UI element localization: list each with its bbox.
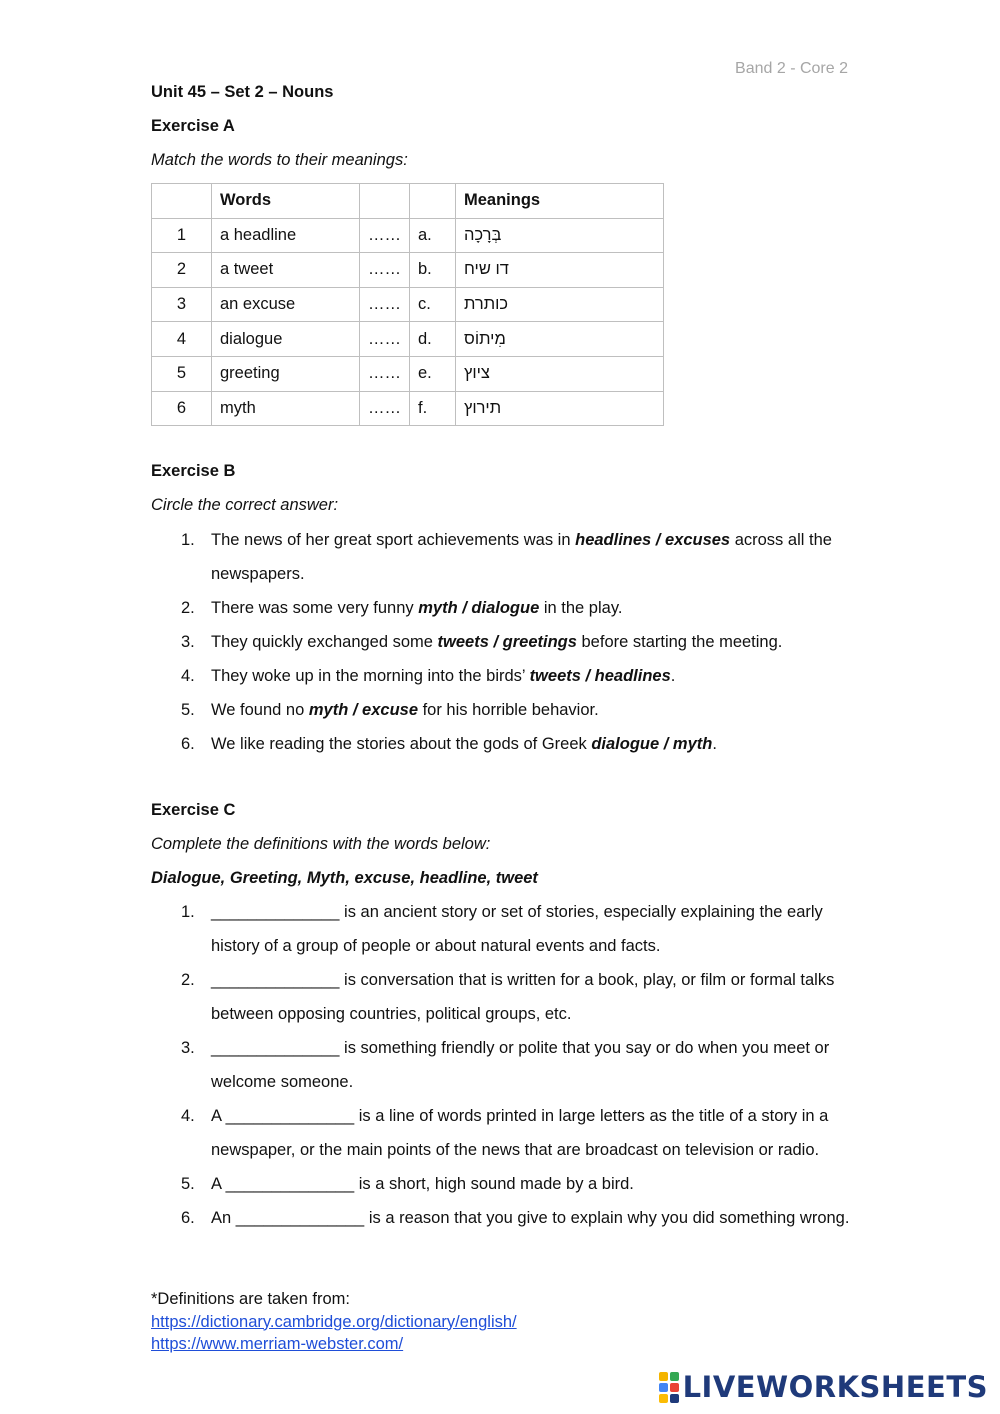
header-note: Band 2 - Core 2: [735, 60, 848, 77]
row-number: 3: [152, 287, 212, 322]
sentence-text: The news of her great sport achievements was in: [211, 531, 576, 549]
logo-blocks-icon: [659, 1372, 679, 1403]
exercise-c-list: [181, 895, 861, 1235]
item-number: 4.: [181, 667, 195, 685]
list-item: [181, 1099, 861, 1167]
cambridge-link[interactable]: https://dictionary.cambridge.org/dictionary/english/: [151, 1312, 517, 1331]
page-title: Unit 45 – Set 2 – Nouns: [151, 83, 334, 101]
table-row: [152, 356, 664, 391]
answer-blank[interactable]: ……: [360, 322, 410, 357]
definition-text[interactable]: ______________ is an ancient story or set of stories, especially explaining the early history of a group of people or about natural events and facts.: [211, 903, 823, 955]
answer-choice[interactable]: myth / dialogue: [418, 599, 540, 617]
sentence-text: before starting the meeting.: [576, 633, 783, 651]
list-item: [181, 727, 861, 761]
answer-choice[interactable]: tweets / greetings: [437, 633, 577, 651]
meaning-letter: a.: [410, 218, 456, 253]
words-header: Words: [212, 184, 360, 219]
definition-text[interactable]: An ______________ is a reason that you give to explain why you did something wrong.: [211, 1209, 850, 1227]
meaning-cell: כותרת: [464, 295, 509, 314]
list-item: [181, 625, 861, 659]
row-number: 4: [152, 322, 212, 357]
list-item: [181, 659, 861, 693]
item-number: 6.: [181, 1209, 195, 1227]
sentence-text: They quickly exchanged some: [211, 633, 438, 651]
sentence-text: across all the newspapers.: [211, 531, 832, 583]
answer-blank[interactable]: ……: [360, 253, 410, 288]
list-item: [181, 963, 861, 1031]
row-number: 5: [152, 356, 212, 391]
item-number: 5.: [181, 701, 195, 719]
meaning-letter: e.: [410, 356, 456, 391]
answer-choice[interactable]: headlines / excuses: [575, 531, 731, 549]
item-number: 6.: [181, 735, 195, 753]
meaning-cell: בְּרָכָה: [464, 225, 502, 244]
exercise-b-list: [181, 523, 861, 761]
sentence-text: in the play.: [539, 599, 623, 617]
sentence-text: There was some very funny: [211, 599, 419, 617]
item-number: 4.: [181, 1107, 195, 1125]
word-cell: greeting: [212, 356, 360, 391]
answer-blank[interactable]: ……: [360, 356, 410, 391]
brand-name: LIVEWORKSHEETS: [682, 1370, 988, 1404]
definition-text[interactable]: ______________ is something friendly or polite that you say or do when you meet or welcome someone.: [211, 1039, 830, 1091]
sentence-text: for his horrible behavior.: [418, 701, 599, 719]
item-number: 2.: [181, 971, 195, 989]
word-cell: an excuse: [212, 287, 360, 322]
footer-sources: [151, 1288, 517, 1356]
meaning-cell: תירוץ: [464, 398, 502, 417]
table-row: [152, 253, 664, 288]
meaning-letter: c.: [410, 287, 456, 322]
meaning-letter: f.: [410, 391, 456, 426]
definition-text[interactable]: A ______________ is a short, high sound made by a bird.: [211, 1175, 634, 1193]
sentence-text: We like reading the stories about the gods of Greek: [211, 735, 592, 753]
item-number: 5.: [181, 1175, 195, 1193]
row-number: 2: [152, 253, 212, 288]
meaning-cell: ציוץ: [464, 364, 490, 383]
sentence-text: .: [670, 667, 676, 685]
list-item: [181, 693, 861, 727]
answer-choice[interactable]: dialogue / myth: [591, 735, 713, 753]
meaning-cell: מִיתוֹס: [464, 329, 506, 348]
word-cell: a headline: [212, 218, 360, 253]
sentence-text: They woke up in the morning into the birds’: [211, 667, 530, 685]
table-row: [152, 218, 664, 253]
meanings-header: Meanings: [456, 184, 664, 219]
sentence-text: .: [712, 735, 717, 753]
table-row: [152, 391, 664, 426]
meaning-letter: b.: [410, 253, 456, 288]
liveworksheets-logo[interactable]: [659, 1370, 988, 1404]
answer-choice[interactable]: tweets / headlines: [529, 667, 671, 685]
item-number: 3.: [181, 633, 195, 651]
table-row: [152, 322, 664, 357]
merriam-webster-link[interactable]: https://www.merriam-webster.com/: [151, 1335, 404, 1353]
definition-text[interactable]: A ______________ is a line of words printed in large letters as the title of a story in a newspaper, or the main points of the news that are broadcast on television or radio.: [211, 1107, 829, 1159]
table-row: [152, 287, 664, 322]
answer-blank[interactable]: ……: [360, 287, 410, 322]
meaning-cell: דו שיח: [464, 260, 509, 279]
word-cell: a tweet: [212, 253, 360, 288]
word-bank: Dialogue, Greeting, Myth, excuse, headline, tweet: [151, 869, 538, 887]
word-cell: myth: [212, 391, 360, 426]
exercise-a-heading: Exercise A: [151, 117, 235, 135]
answer-blank[interactable]: ……: [360, 391, 410, 426]
exercise-a-instruction: Match the words to their meanings:: [151, 151, 408, 169]
meaning-letter: d.: [410, 322, 456, 357]
definition-text[interactable]: ______________ is conversation that is written for a book, play, or film or formal talks between opposing countries, political groups, etc.: [211, 971, 835, 1023]
row-number: 6: [152, 391, 212, 426]
list-item: [181, 1167, 861, 1201]
item-number: 3.: [181, 1039, 195, 1057]
list-item: [181, 523, 861, 591]
exercise-b-instruction: Circle the correct answer:: [151, 496, 339, 514]
sentence-text: We found no: [211, 701, 309, 719]
word-cell: dialogue: [212, 322, 360, 357]
exercise-b-heading: Exercise B: [151, 462, 236, 480]
item-number: 1.: [181, 903, 195, 921]
table-header-row: [152, 184, 664, 219]
sources-note: *Definitions are taken from:: [151, 1290, 351, 1308]
item-number: 1.: [181, 531, 195, 549]
answer-blank[interactable]: ……: [360, 218, 410, 253]
exercise-c-heading: Exercise C: [151, 801, 236, 819]
item-number: 2.: [181, 599, 195, 617]
list-item: [181, 895, 861, 963]
matching-table: [151, 183, 664, 426]
answer-choice[interactable]: myth / excuse: [308, 701, 418, 719]
row-number: 1: [152, 218, 212, 253]
list-item: [181, 1201, 861, 1235]
list-item: [181, 1031, 861, 1099]
exercise-c-instruction: Complete the definitions with the words below:: [151, 835, 491, 853]
list-item: [181, 591, 861, 625]
